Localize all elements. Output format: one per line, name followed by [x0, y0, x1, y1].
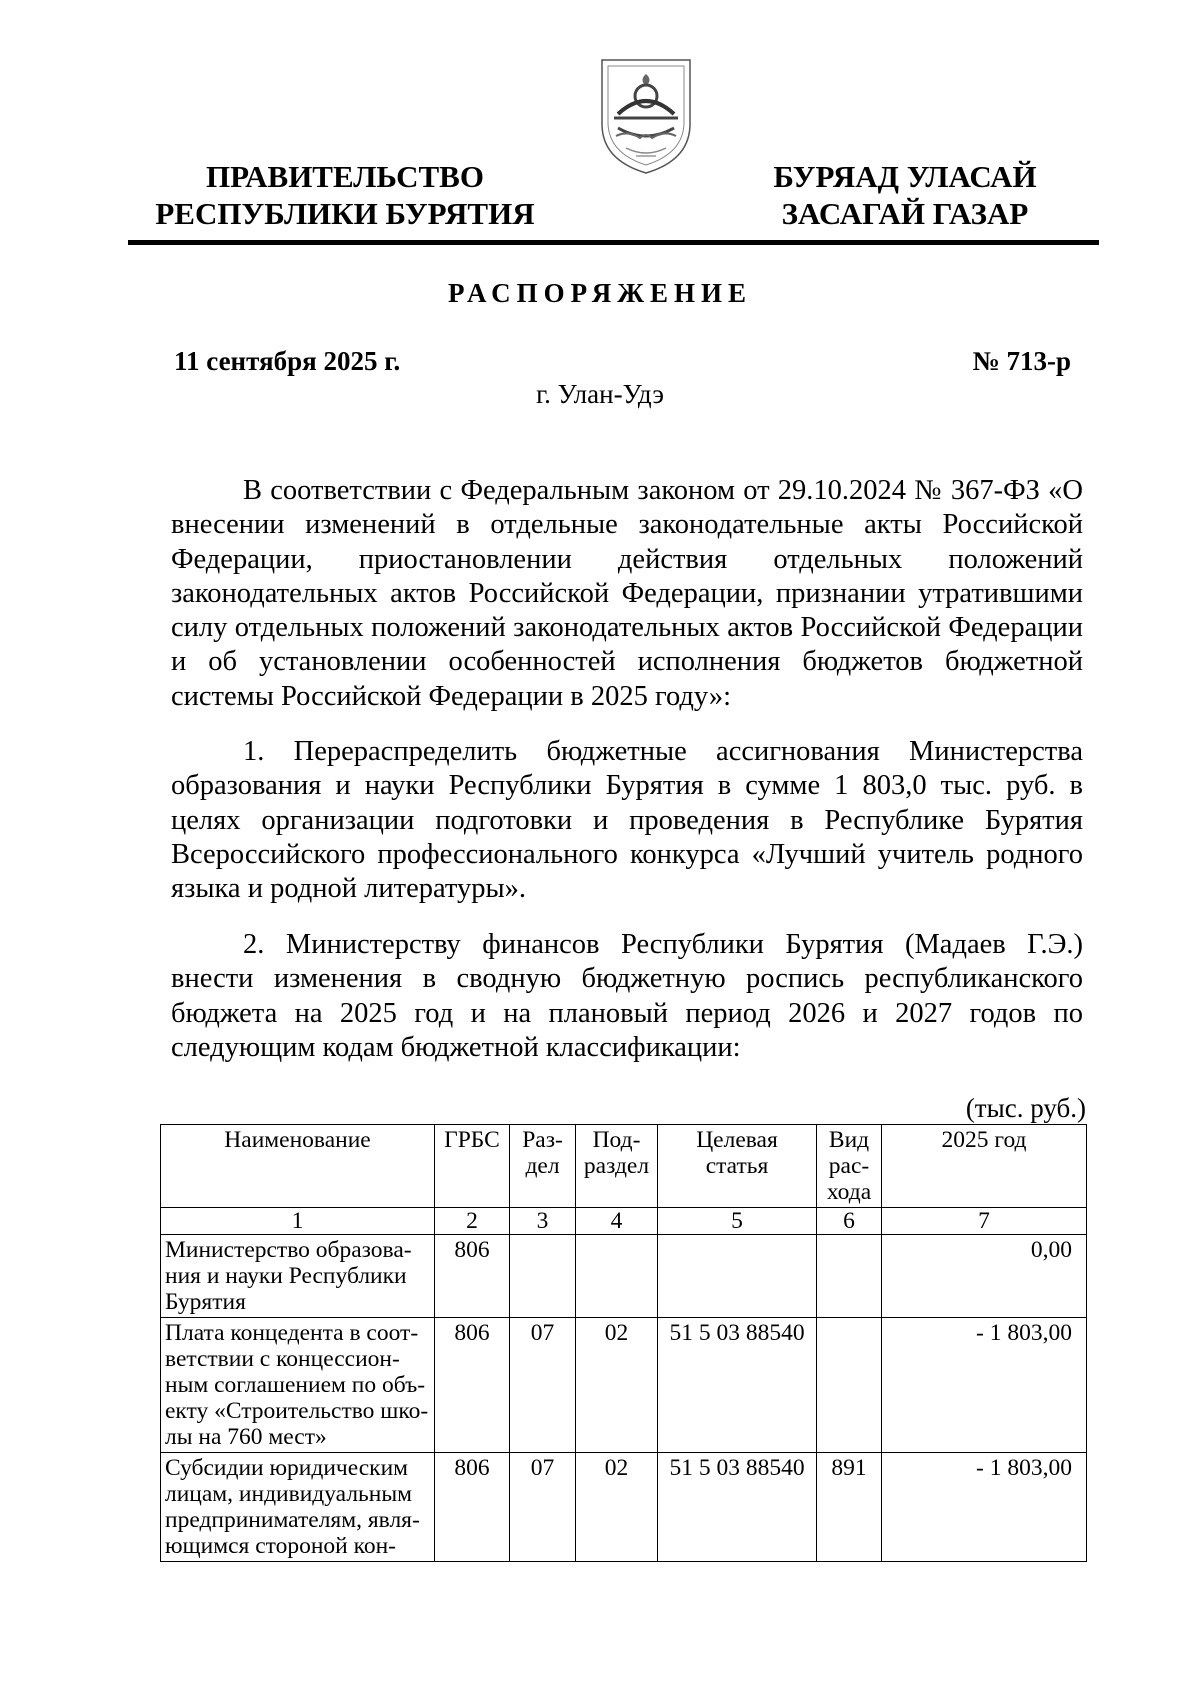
row-name: Субсидии юридическим лицам, индивидуальным предпринимателям, являющимся стороной кон-: [161, 1453, 435, 1562]
table-index-row: [161, 1208, 1087, 1235]
table-row: [161, 1453, 1087, 1562]
row-celevaya: 51 5 03 88540: [658, 1453, 817, 1562]
header-right-line1: БУРЯАД УЛАСАЙ: [773, 159, 1037, 194]
header-left-line2: РЕСПУБЛИКИ БУРЯТИЯ: [155, 196, 535, 231]
row-celevaya: 51 5 03 88540: [658, 1318, 817, 1453]
coat-of-arms-icon: [596, 52, 696, 177]
index-cell: 7: [882, 1208, 1087, 1235]
col-header-razdel: Раздел: [510, 1125, 576, 1208]
row-amount: - 1 803,00: [882, 1453, 1087, 1562]
index-cell: 4: [576, 1208, 658, 1235]
index-cell: 6: [817, 1208, 882, 1235]
row-grbs: 806: [435, 1235, 510, 1318]
row-vid: [817, 1318, 882, 1453]
budget-table: [160, 1124, 1087, 1562]
row-razdel: 07: [510, 1453, 576, 1562]
row-podrazdel: [576, 1235, 658, 1318]
index-cell: 3: [510, 1208, 576, 1235]
row-vid: [817, 1235, 882, 1318]
row-razdel: [510, 1235, 576, 1318]
header-right-line2: ЗАСАГАЙ ГАЗАР: [781, 196, 1029, 231]
col-header-name: Наименование: [161, 1125, 435, 1208]
col-header-celevaya: Целевая статья: [658, 1125, 817, 1208]
table-header-row: [161, 1125, 1087, 1208]
document-number: № 713-р: [972, 346, 1071, 376]
index-cell: 5: [658, 1208, 817, 1235]
document-date: 11 сентября 2025 г.: [174, 346, 401, 376]
table-units: (тыс. руб.): [965, 1093, 1086, 1123]
row-name: Плата концедента в соответствии с концессионным соглашением по объекту «Строительство школы на 760 мест»: [161, 1318, 435, 1453]
row-name: Министерство образования и науки Республики Бурятия: [161, 1235, 435, 1318]
row-amount: 0,00: [882, 1235, 1087, 1318]
preamble-paragraph: В соответствии с Федеральным законом от 29.10.2024 № 367-ФЗ «О внесении изменений в отдельные законодательные акты Российской Федерации, приостановлении действия отдельных положений законодательных актов Российской Федерации, признании утратившими силу отдельных положений законодательных актов Российской Федерации и об установлении особенностей исполнения бюджетов бюджетной системы Российской Федерации в 2025 году»:: [171, 475, 1083, 712]
col-header-grbs: ГРБС: [435, 1125, 510, 1208]
document-city: г. Улан-Удэ: [536, 379, 664, 409]
row-podrazdel: 02: [576, 1453, 658, 1562]
table-row: [161, 1318, 1087, 1453]
col-header-vid: Вид расхода: [817, 1125, 882, 1208]
government-name-russian: [150, 158, 540, 232]
row-grbs: 806: [435, 1453, 510, 1562]
row-amount: - 1 803,00: [882, 1318, 1087, 1453]
document-title: РАСПОРЯЖЕНИЕ: [447, 278, 753, 308]
row-razdel: 07: [510, 1318, 576, 1453]
index-cell: 1: [161, 1208, 435, 1235]
header-divider: [128, 240, 1099, 245]
row-celevaya: [658, 1235, 817, 1318]
col-header-podrazdel: Подраздел: [576, 1125, 658, 1208]
row-vid: 891: [817, 1453, 882, 1562]
header-left-line1: ПРАВИТЕЛЬСТВО: [206, 159, 484, 194]
item-2-paragraph: 2. Министерству финансов Республики Бурятия (Мадаев Г.Э.) внести изменения в сводную бюджетную роспись республиканского бюджета на 2025 год и на плановый период 2026 и 2027 годов по следующим кодам бюджетной классификации:: [171, 929, 1083, 1063]
index-cell: 2: [435, 1208, 510, 1235]
item-1-paragraph: 1. Перераспределить бюджетные ассигнования Министерства образования и науки Республики Бурятия в сумме 1 803,0 тыс. руб. в целях организации подготовки и проведения в Республике Бурятия Всероссийского профессионального конкурса «Лучший учитель родного языка и родной литературы».: [171, 736, 1083, 905]
government-name-buryat: [735, 158, 1075, 232]
row-podrazdel: 02: [576, 1318, 658, 1453]
table-row: [161, 1235, 1087, 1318]
col-header-year: 2025 год: [882, 1125, 1087, 1208]
row-grbs: 806: [435, 1318, 510, 1453]
